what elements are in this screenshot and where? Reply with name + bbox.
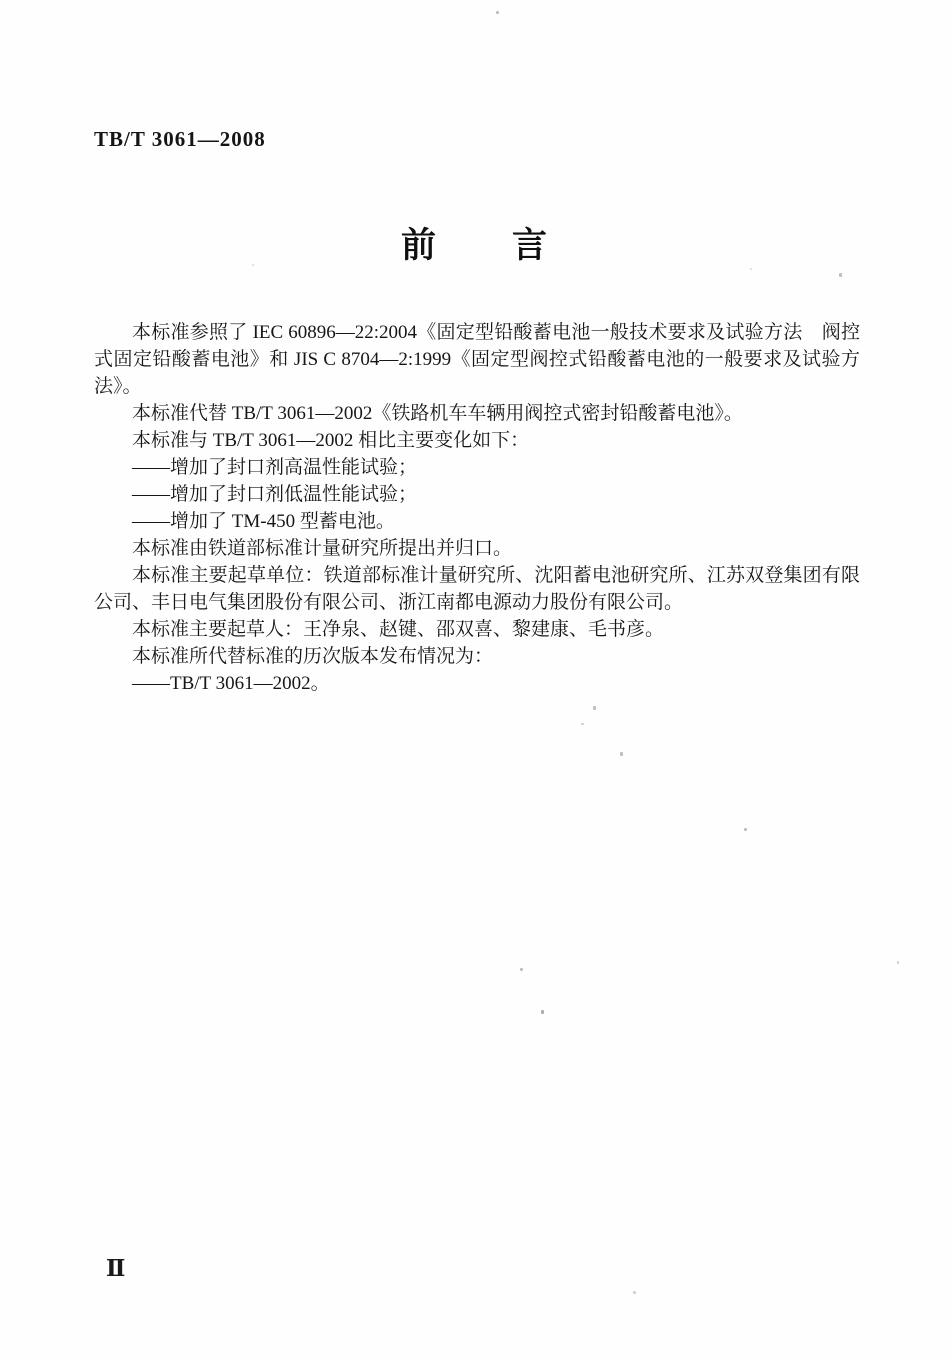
foreword-paragraph: ——TB/T 3061—2002。 [132, 673, 330, 694]
scan-speck [593, 706, 596, 710]
foreword-paragraph: 本标准代替 TB/T 3061—2002《铁路机车车辆用阀控式密封铅酸蓄电池》。 [132, 403, 743, 424]
foreword-paragraph: 本标准与 TB/T 3061—2002 相比主要变化如下： [132, 430, 530, 451]
scan-speck [581, 723, 584, 725]
scan-speck [897, 961, 899, 964]
standard-number: TB/T 3061—2008 [94, 127, 266, 151]
foreword-paragraph: 本标准主要起草单位：铁道部标准计量研究所、沈阳蓄电池研究所、江苏双登集团有限公司、丰日电气集团股份有限公司、浙江南都电源动力股份有限公司。 [94, 565, 860, 613]
foreword-body [94, 319, 860, 697]
foreword-paragraph: 本标准主要起草人：王净泉、赵键、邵双喜、黎建康、毛书彦。 [132, 619, 665, 640]
page-number: Ⅱ [106, 1256, 126, 1281]
scan-speck [633, 1291, 636, 1294]
scan-speck [252, 264, 254, 266]
foreword-paragraph: 本标准参照了 IEC 60896—22:2004《固定型铅酸蓄电池一般技术要求及试验方法 阀控式固定铅酸蓄电池》和 JIS C 8704—2:1999《固定型阀控式铅酸蓄电池的一般要求及试验方法》。 [94, 322, 860, 397]
foreword-paragraph: ——增加了 TM-450 型蓄电池。 [132, 511, 395, 532]
scan-speck [839, 273, 842, 277]
scan-speck [520, 968, 523, 971]
scan-speck [620, 752, 623, 756]
scan-speck [496, 11, 499, 14]
scan-speck [750, 268, 752, 270]
foreword-paragraph: 本标准所代替标准的历次版本发布情况为： [132, 646, 494, 667]
foreword-paragraph: ——增加了封口剂低温性能试验； [132, 484, 418, 505]
scan-speck [541, 1010, 544, 1014]
foreword-title: 前 言 [400, 226, 549, 265]
scan-speck [744, 828, 747, 831]
foreword-paragraph: 本标准由铁道部标准计量研究所提出并归口。 [132, 538, 513, 559]
foreword-paragraph: ——增加了封口剂高温性能试验； [132, 457, 418, 478]
